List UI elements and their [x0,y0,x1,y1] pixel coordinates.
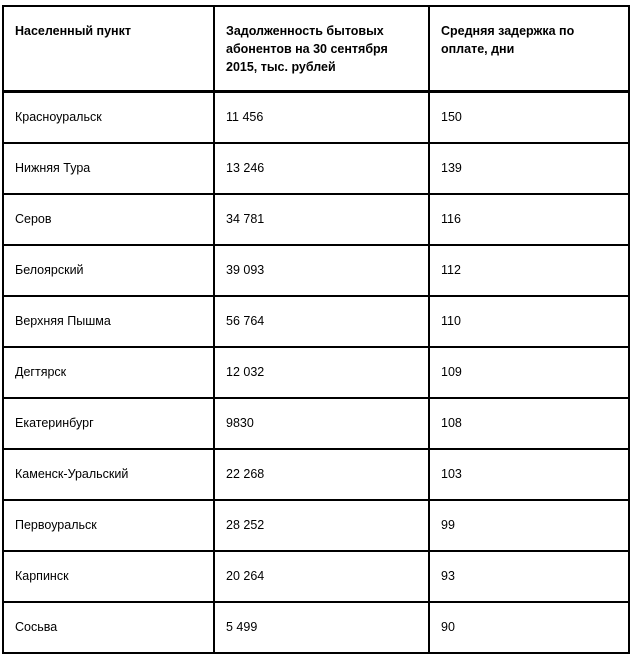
cell-delay: 139 [429,143,629,194]
household-debt-table [2,5,630,654]
cell-debt: 5 499 [214,602,429,653]
table-row [3,296,629,347]
column-header-debt: Задолженность бытовых абонентов на 30 сентября 2015, тыс. рублей [214,6,429,92]
cell-locality: Дегтярск [3,347,214,398]
cell-debt: 11 456 [214,92,429,143]
table-row [3,143,629,194]
cell-delay: 90 [429,602,629,653]
table-header [3,6,629,92]
cell-debt: 22 268 [214,449,429,500]
table-row [3,245,629,296]
cell-delay: 110 [429,296,629,347]
column-header-locality: Населенный пункт [3,6,214,92]
cell-locality: Верхняя Пышма [3,296,214,347]
cell-debt: 34 781 [214,194,429,245]
cell-debt: 28 252 [214,500,429,551]
cell-debt: 20 264 [214,551,429,602]
table-body [3,92,629,653]
cell-locality: Красноуральск [3,92,214,143]
cell-delay: 103 [429,449,629,500]
table-row [3,449,629,500]
cell-locality: Карпинск [3,551,214,602]
cell-locality: Каменск-Уральский [3,449,214,500]
table-row [3,194,629,245]
debt-table-container [2,5,628,654]
cell-delay: 150 [429,92,629,143]
table-row [3,551,629,602]
cell-delay: 99 [429,500,629,551]
table-row [3,92,629,143]
column-header-delay: Средняя задержка по оплате, дни [429,6,629,92]
cell-debt: 56 764 [214,296,429,347]
cell-delay: 109 [429,347,629,398]
cell-delay: 93 [429,551,629,602]
cell-locality: Белоярский [3,245,214,296]
table-row [3,398,629,449]
cell-debt: 39 093 [214,245,429,296]
cell-delay: 112 [429,245,629,296]
cell-locality: Первоуральск [3,500,214,551]
cell-locality: Нижняя Тура [3,143,214,194]
table-row [3,602,629,653]
table-row [3,347,629,398]
cell-debt: 13 246 [214,143,429,194]
cell-locality: Серов [3,194,214,245]
cell-delay: 116 [429,194,629,245]
cell-debt: 9830 [214,398,429,449]
cell-locality: Сосьва [3,602,214,653]
cell-debt: 12 032 [214,347,429,398]
cell-delay: 108 [429,398,629,449]
table-row [3,500,629,551]
table-header-row [3,6,629,92]
cell-locality: Екатеринбург [3,398,214,449]
